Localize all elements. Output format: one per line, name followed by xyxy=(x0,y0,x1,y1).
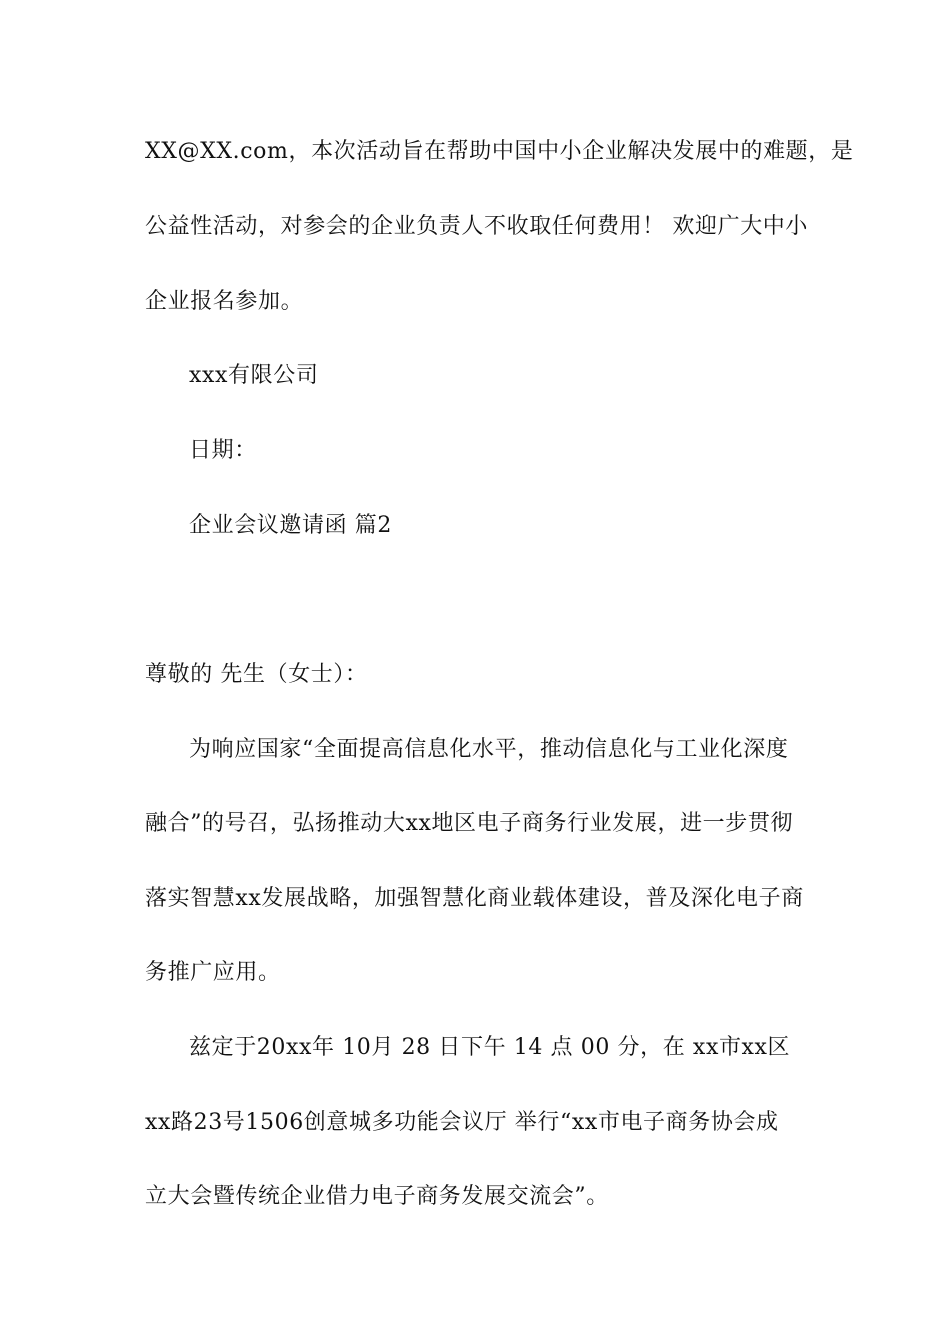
body-line: 务推广应用。 xyxy=(145,960,281,985)
company-name: xxx有限公司 xyxy=(189,363,319,388)
body-line: 落实智慧xx发展战略，加强智慧化商业载体建设，普及深化电子商 xyxy=(145,886,804,911)
body-line: XX@XX.com，本次活动旨在帮助中国中小企业解决发展中的难题，是 xyxy=(145,139,854,164)
body-line: 企业报名参加。 xyxy=(145,289,304,314)
body-line: 兹定于20xx年 10月 28 日下午 14 点 00 分，在 xx市xx区 xyxy=(189,1035,791,1060)
body-line: xx路23号1506创意城多功能会议厅 举行“xx市电子商务协会成 xyxy=(145,1110,779,1135)
body-line: 立大会暨传统企业借力电子商务发展交流会”。 xyxy=(145,1184,609,1209)
date-label: 日期： xyxy=(189,438,257,463)
body-line: 为响应国家“全面提高信息化水平，推动信息化与工业化深度 xyxy=(189,737,789,762)
body-line: 融合”的号召，弘扬推动大xx地区电子商务行业发展，进一步贯彻 xyxy=(145,811,794,836)
section-title: 企业会议邀请函 篇2 xyxy=(189,513,392,538)
salutation: 尊敬的 先生（女士）： xyxy=(145,662,368,687)
body-line: 公益性活动，对参会的企业负责人不收取任何费用！ 欢迎广大中小 xyxy=(145,214,808,239)
